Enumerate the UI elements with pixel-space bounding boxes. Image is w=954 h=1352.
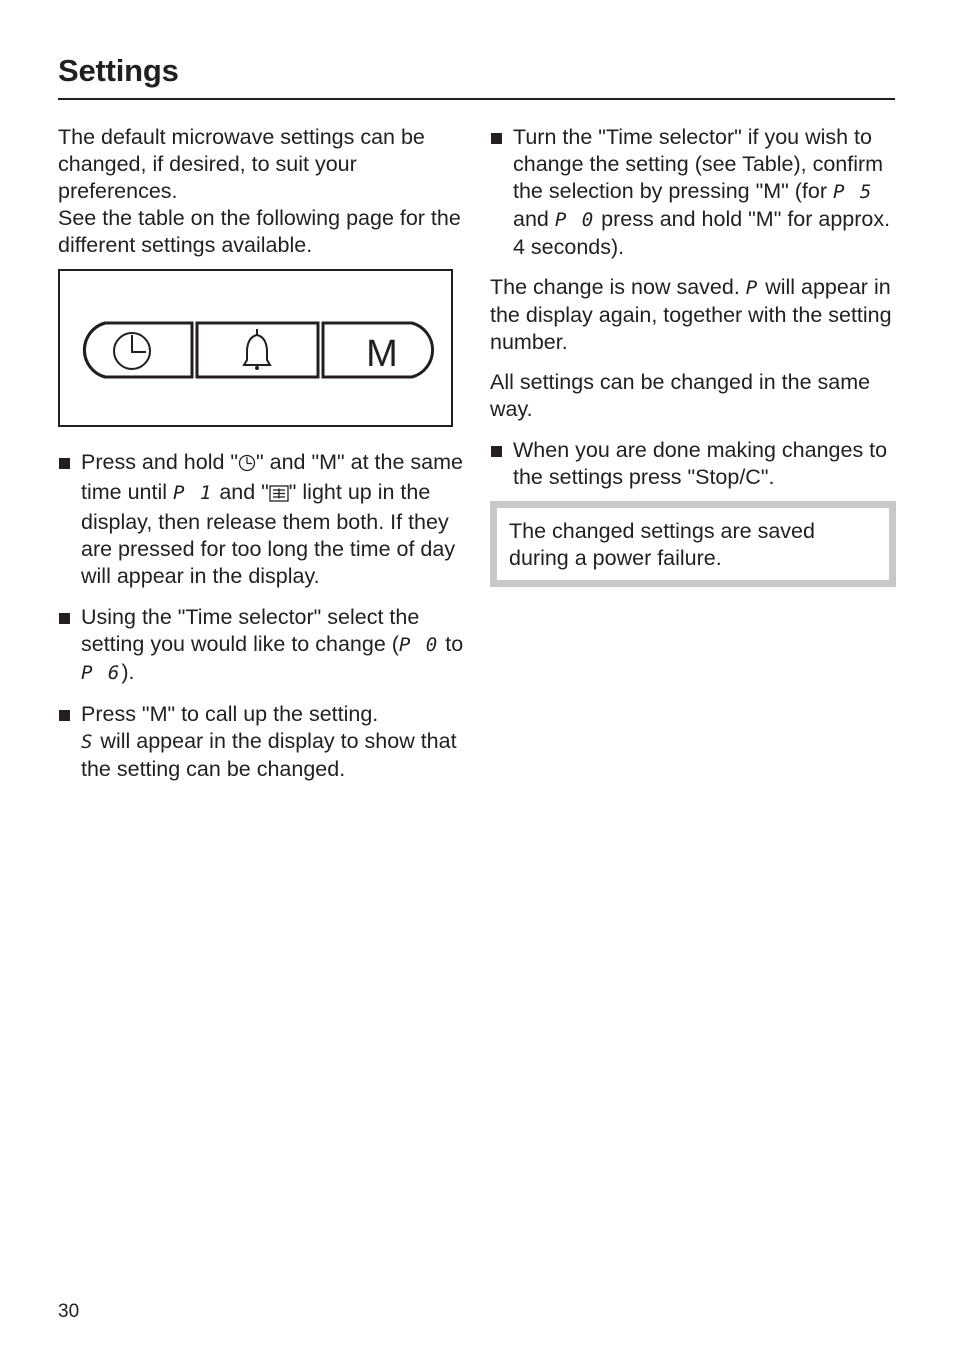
clock-icon	[114, 333, 150, 369]
step-4-text-a: Turn the "Time selector" if you wish to change the setting (see Table), confirm the selection by pressing "M" (for	[513, 125, 884, 203]
bullet-square-icon	[491, 446, 502, 457]
bell-icon	[244, 329, 270, 370]
intro-text-2: See the table on the following page for the different settings available.	[58, 206, 461, 257]
display-code-p: P	[745, 277, 760, 299]
step-3-text-b: will appear in the display to show that the setting can be changed.	[81, 729, 457, 781]
step-4-text-b: and	[513, 207, 555, 231]
note-text: The changed settings are saved during a power failure.	[509, 519, 815, 570]
step-5-text: When you are done making changes to the settings press "Stop/C".	[513, 438, 888, 489]
display-code-s: S	[81, 731, 95, 753]
step-1-text-a: Press and hold "	[81, 450, 239, 474]
left-column	[58, 124, 468, 783]
display-code-p6: P 6	[81, 662, 122, 684]
all-settings-text: All settings can be changed in the same way.	[490, 370, 871, 421]
step-call-up-setting	[58, 701, 468, 783]
m-button-label: M	[366, 333, 398, 375]
change-saved-text-b: will appear in the display again, together with the setting number.	[490, 275, 892, 354]
step-3-text-a: Press "M" to call up the setting.	[81, 702, 379, 726]
bullet-square-icon	[59, 710, 70, 721]
bullet-square-icon	[59, 613, 70, 624]
step-finish-changes	[490, 437, 900, 491]
settings-display-symbol-icon	[269, 482, 289, 509]
step-1-text-d: " light up in the display, then release them both. If they are pressed for too long the time of day will appear in the display.	[81, 480, 456, 588]
change-saved-text	[490, 274, 900, 356]
step-1-text-c: and "	[213, 480, 269, 504]
control-panel-illustration	[58, 269, 453, 427]
note-box	[490, 501, 896, 587]
right-column	[490, 124, 900, 587]
intro-text-1: The default microwave settings can be changed, if desired, to suit your preferences.	[58, 125, 425, 203]
display-code-p0: P 0	[398, 634, 440, 656]
title-rule	[58, 98, 895, 100]
display-code-p0-confirm: P 0	[554, 209, 596, 231]
step-select-setting	[58, 604, 468, 687]
page-number: 30	[58, 1301, 80, 1322]
page-title: Settings	[58, 53, 179, 88]
bullet-square-icon	[59, 458, 70, 469]
change-saved-text-a: The change is now saved.	[490, 275, 746, 299]
display-code-p1: P 1	[173, 482, 214, 504]
bullet-square-icon	[491, 133, 502, 144]
step-2-text-c: ).	[121, 660, 135, 684]
display-code-p5: P 5	[832, 181, 874, 203]
step-2-text-a: Using the "Time selector" select the setting you would like to change (	[81, 605, 420, 656]
clock-symbol-icon	[238, 452, 256, 479]
step-2-text-b: to	[439, 632, 464, 656]
step-turn-selector	[490, 124, 900, 261]
control-panel-graphic	[60, 271, 455, 429]
step-1-text-b: " and "M" at the same time until	[81, 450, 463, 504]
step-4-text-c: press and hold "M" for approx. 4 seconds).	[513, 207, 891, 259]
step-press-and-hold	[58, 449, 468, 590]
